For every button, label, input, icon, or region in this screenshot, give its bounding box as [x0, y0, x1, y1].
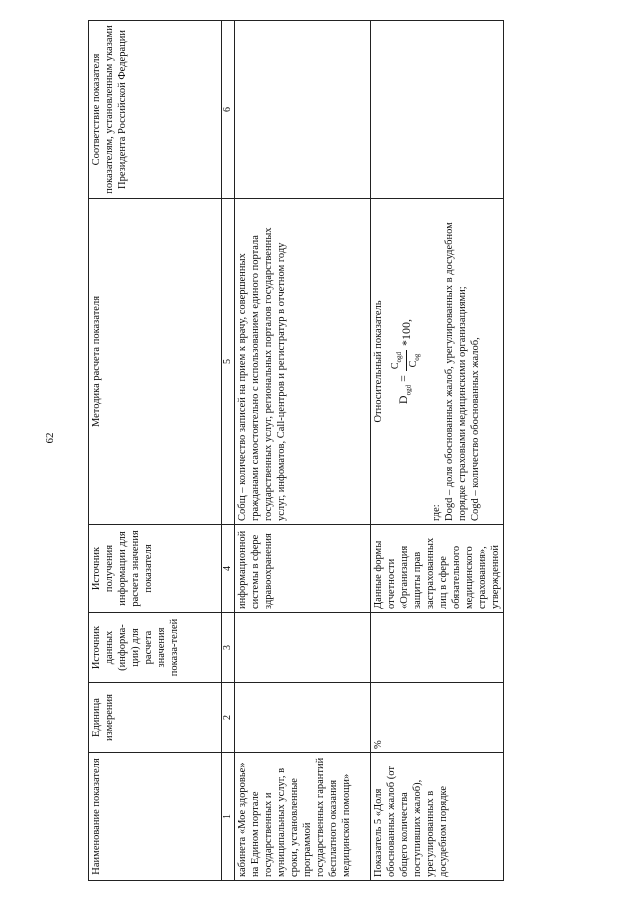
header-cell-method: Методика расчета показателя: [89, 199, 222, 525]
indicators-table: [88, 20, 504, 881]
cell-data-source: [371, 613, 504, 683]
formula-numerator: $C_{ogd}$: [389, 350, 407, 371]
cell-method: Собщ – количество записей на прием к врачу, совершенных гражданами самостоятельно с использованием единого портала государственных услуг, региональных порталов государственных услуг, инфоматов, Call-центров и регистратур в отчетном году: [235, 199, 371, 525]
formula-lhs: $D_{ogd}$ =: [396, 375, 413, 405]
column-number: 6: [222, 21, 235, 199]
column-number: 5: [222, 199, 235, 525]
table-row: [235, 21, 371, 881]
formula-rhs: *100,: [399, 318, 413, 346]
formula: [389, 202, 424, 521]
column-number-row: [222, 21, 235, 881]
cell-compliance: [235, 21, 371, 199]
method-line: Cogd – количество обоснованных жалоб,: [470, 337, 481, 521]
cell-method: [371, 199, 504, 525]
cell-info-source: Данные формы отчетности «Организация защиты прав застрахованных лиц в сфере обязательного медицинского страхования», утвержденной: [371, 525, 504, 613]
table-row: [371, 21, 504, 881]
method-where: где:: [431, 504, 442, 521]
cell-info-source: информационной системы в сфере здравоохранения: [235, 525, 371, 613]
landscape-table-page: [88, 21, 501, 881]
cell-indicator-name: Показатель 5 «Доля обоснованных жалоб (от общего количества поступивших жалоб), урегулированных в досудебном порядке: [371, 753, 504, 881]
column-number: 4: [222, 525, 235, 613]
header-cell-unit: Единица измерения: [89, 683, 222, 753]
formula-fraction: [389, 350, 424, 371]
formula-denominator: $C_{og}$: [408, 353, 421, 368]
cell-indicator-name: кабинета «Мое здоровье» на Едином портале государственных и муниципальных услуг, в сроки, установленные программой государственных гарантий бесплатного оказания медицинской помощи»: [235, 753, 371, 881]
header-cell-compliance: Соответствие показателя показателям, установленным указами Президента Российской Федерации: [89, 21, 222, 199]
header-cell-info-source: Источник получения информации для расчета значения показателя: [89, 525, 222, 613]
method-intro: Относительный показатель: [373, 300, 384, 423]
cell-data-source: [235, 613, 371, 683]
header-cell-name: Наименование показателя: [89, 753, 222, 881]
method-line: Dogd – доля обоснованных жалоб, урегулированных в досудебном порядке страховыми медицинскими организациями;: [444, 222, 468, 521]
column-number: 2: [222, 683, 235, 753]
rotated-page-wrapper: [88, 21, 501, 881]
header-row: [89, 21, 222, 881]
cell-unit: [235, 683, 371, 753]
header-cell-data-source: Источник данных (информа-ции) для расчета значения показа-телей: [89, 613, 222, 683]
column-number: 3: [222, 613, 235, 683]
page-number: 62: [44, 432, 56, 444]
cell-compliance: [371, 21, 504, 199]
cell-unit: %: [371, 683, 504, 753]
column-number: 1: [222, 753, 235, 881]
